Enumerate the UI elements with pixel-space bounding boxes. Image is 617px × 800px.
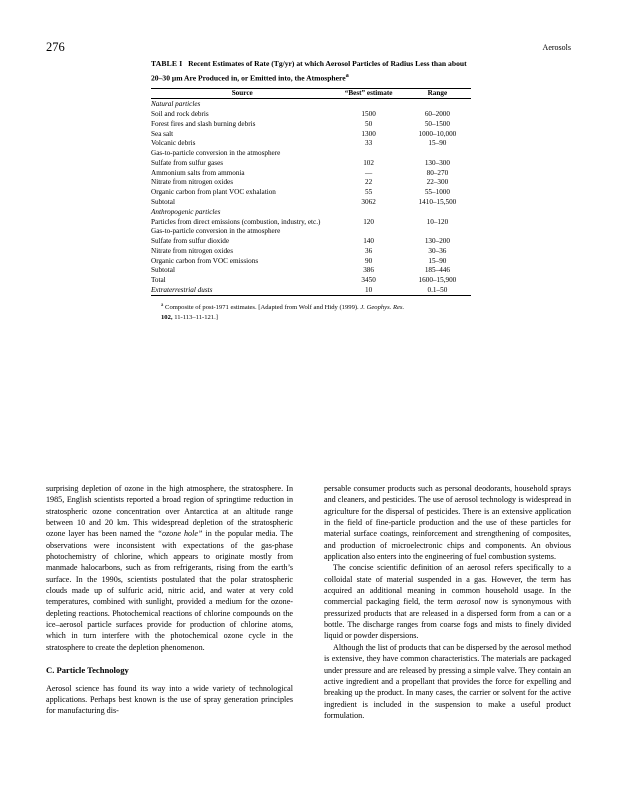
table-row	[151, 119, 471, 129]
table-cell-best-estimate	[333, 207, 403, 217]
table-row	[151, 207, 471, 217]
footnote-journal: J. Geophys. Res.	[360, 304, 405, 312]
table-cell-source: Soil and rock debris	[151, 109, 209, 118]
table-row	[151, 256, 471, 266]
table-cell-source: Forest fires and slash burning debris	[151, 119, 256, 128]
table-cell-source: Total	[151, 276, 166, 285]
footnote-pages: 11-113–11-121.]	[172, 313, 218, 321]
table-cell-range: 130–300	[424, 158, 450, 167]
para-text-italic: aerosol	[456, 597, 481, 607]
table-cell-source: Subtotal	[151, 198, 175, 207]
table-cell-source: Gas-to-particle conversion in the atmosphere	[151, 149, 281, 158]
table-cell-best-estimate: 3062	[361, 198, 376, 207]
table-row	[151, 148, 471, 158]
table-row	[151, 168, 471, 178]
table-header-cell: “Best” estimate	[333, 88, 403, 99]
footnote-text: Composite of post-1971 estimates. [Adapted from Wolf and Hidy (1999).	[163, 304, 361, 312]
table-cell-source: Natural particles	[151, 99, 333, 109]
paragraph	[324, 562, 571, 641]
table-row	[151, 138, 471, 148]
table-cell-best-estimate: 90	[365, 256, 373, 265]
para-text-a: surprising depletion of ozone in the high atmosphere, the stratosphere. In 1985, English scientists reported a broad region of springtime reduction in stratospheric ozone concentration over Antarctica at an altitude range between 10 and 20 km. This widespread depletion of the stratospheric ozone layer has been named the	[46, 484, 293, 539]
table-cell-best-estimate: 102	[363, 158, 374, 167]
table-cell-source: Sea salt	[151, 129, 174, 138]
table-cell-best-estimate: 10	[333, 285, 403, 295]
table-cell-range: 10–120	[426, 217, 449, 226]
table-cell-source: Organic carbon from plant VOC exhalation	[151, 188, 276, 197]
left-column	[46, 483, 293, 717]
table-cell-best-estimate: 3450	[361, 276, 376, 285]
table-cell-source: Anthropogenic particles	[151, 207, 221, 216]
right-column	[324, 483, 571, 721]
para-text-italic: “ozone hole”	[157, 529, 203, 539]
paragraph: persable consumer products such as personal deodorants, household sprays and cleaners, and pesticides. The use of aerosol technology is widespread in agriculture for the dispersal of pesticides. There is an extensive application in the field of fine-particle production and the use of these particles for material surface coatings, reinforcement and strengthening of composites, and production of microelectronic chips and components. An obvious application also enters into the engineering of fuel combustion systems.	[324, 484, 571, 562]
table-cell-best-estimate	[333, 99, 403, 109]
table-cell-range: 22–300	[426, 178, 449, 187]
table-cell-range: 130–200	[424, 237, 450, 246]
table-cell-best-estimate	[333, 226, 403, 236]
table-row	[151, 236, 471, 246]
para-text-b: in the popular media. The observations were inconsistent with expectations of the gas-phase photochemistry of chlorine, which appears to originate mostly from manmade halocarbons, such as from refrigerants, rising from the earth’s surface. In the 1990s, scientists postulated that the polar stratospheric clouds made up of sulfuric acid, nitric acid, and water at very cold temperatures, combined with sunlight, provided a medium for the ozone-depleting reactions. Photochemical reactions of chlorine compounds on the ice–aerosol particle surfaces provide for production of chlorine atoms, which in turn interfere with the photochemical ozone cycle in the stratosphere to create the depletion phenomenon.	[46, 529, 293, 652]
table-row	[151, 129, 471, 139]
table-cell-range: 60–2000	[424, 109, 450, 118]
table-header-cell: Range	[404, 88, 471, 99]
footnote-marker: a	[161, 301, 164, 308]
table-cell-range: 1600–15,900	[418, 276, 457, 285]
table-row	[151, 187, 471, 197]
para-text-b: now is synonymous with pressurized products that are released in a dispersed form from a can or a bottle. The discharge ranges from coarse fogs and mists to finely divided liquid or powder dispersions.	[324, 597, 572, 641]
table-row	[151, 158, 471, 168]
table-cell-range: 1000–10,000	[418, 129, 457, 138]
table-cell-source: Gas-to-particle conversion in the atmosphere	[151, 227, 281, 236]
table-cell-range: 15–90	[428, 256, 447, 265]
table-cell-range: 1410–15,500	[418, 198, 457, 207]
table-row	[151, 178, 471, 188]
table-cell-range: 50–1500	[424, 119, 450, 128]
table-cell-source: Extraterrestrial dusts	[151, 285, 333, 295]
table-caption	[151, 58, 471, 84]
table-row	[151, 109, 471, 119]
table-cell-best-estimate: 55	[365, 188, 373, 197]
table-cell-range	[404, 207, 471, 217]
table-cell-source: Sulfate from sulfur gases	[151, 158, 224, 167]
table-row	[151, 217, 471, 227]
table-header-row	[151, 88, 471, 99]
table-block	[151, 58, 471, 322]
table-cell-range	[404, 226, 471, 236]
table-row	[151, 246, 471, 256]
body-columns	[46, 483, 571, 773]
table-cell-best-estimate: 386	[363, 266, 374, 275]
footnote-volume: 102,	[161, 313, 173, 321]
running-head	[46, 40, 571, 56]
table-cell-best-estimate: —	[365, 168, 373, 177]
table-cell-source: Nitrate from nitrogen oxides	[151, 178, 234, 187]
table-cell-best-estimate: 22	[365, 178, 373, 187]
table-caption-text: Recent Estimates of Rate (Tg/yr) at which Aerosol Particles of Radius Less than about 20–30 μm Are Produced in, or Emitted into, the Atmosphere	[151, 59, 467, 83]
table-cell-source: Volcanic debris	[151, 139, 196, 148]
table-cell-best-estimate: 33	[365, 139, 373, 148]
paragraph-continued	[46, 483, 293, 653]
table-cell-range: 0.1–50	[404, 285, 471, 295]
running-head-title: Aerosols	[542, 43, 571, 52]
table-caption-marker: a	[345, 71, 349, 79]
table-cell-source: Ammonium salts from ammonia	[151, 168, 245, 177]
table-cell-best-estimate: 1300	[361, 129, 376, 138]
table-cell-best-estimate: 1500	[361, 109, 376, 118]
table-cell-best-estimate: 120	[363, 217, 374, 226]
para-text-a: The concise scientific definition of an aerosol refers specifically to a colloidal state of material suspended in a gas. However, the term has acquired an additional meaning in common household usage. In the commercial packaging field, the term	[324, 563, 571, 607]
table-row	[151, 275, 471, 285]
table-cell-range	[404, 99, 471, 109]
table-cell-source: Particles from direct emissions (combustion, industry, etc.)	[151, 217, 321, 226]
paragraph: Although the list of products that can be dispersed by the aerosol method is extensive, they have common characteristics. The materials are packaged under pressure and are released by pressing a simple valve. They contain an active ingredient and a propellant that provides the force for expelling and breaking up the product. In many cases, the carrier or solvent for the active ingredient is included in the suspension to make a useful product formulation.	[324, 642, 571, 720]
table-cell-best-estimate: 50	[365, 119, 373, 128]
table-footnote	[151, 301, 471, 322]
table-cell-source: Nitrate from nitrogen oxides	[151, 246, 234, 255]
table-cell-best-estimate: 36	[365, 246, 373, 255]
table-cell-best-estimate	[333, 148, 403, 158]
table-cell-source: Sulfate from sulfur dioxide	[151, 237, 230, 246]
table-row	[151, 285, 471, 295]
table-cell-range: 30–36	[428, 246, 447, 255]
table-row	[151, 226, 471, 236]
table-row	[151, 197, 471, 207]
table-cell-range: 185–446	[424, 266, 450, 275]
aerosol-rate-table	[151, 88, 471, 296]
table-cell-source: Organic carbon from VOC emissions	[151, 256, 259, 265]
table-cell-range: 80–270	[426, 168, 449, 177]
table-cell-range: 15–90	[428, 139, 447, 148]
table-cell-source: Subtotal	[151, 266, 175, 275]
table-caption-label: TABLE I	[151, 59, 183, 68]
table-cell-best-estimate: 140	[363, 237, 374, 246]
page-number: 276	[46, 40, 65, 54]
paragraph: Aerosol science has found its way into a wide variety of technological applications. Perhaps best known is the use of spray generation principles for manufacturing dis-	[46, 683, 293, 716]
table-cell-range	[404, 148, 471, 158]
table-row	[151, 99, 471, 109]
table-cell-range: 55–1000	[424, 188, 450, 197]
table-row	[151, 266, 471, 276]
section-heading: C. Particle Technology	[46, 665, 129, 676]
table-header-cell: Source	[151, 88, 333, 99]
